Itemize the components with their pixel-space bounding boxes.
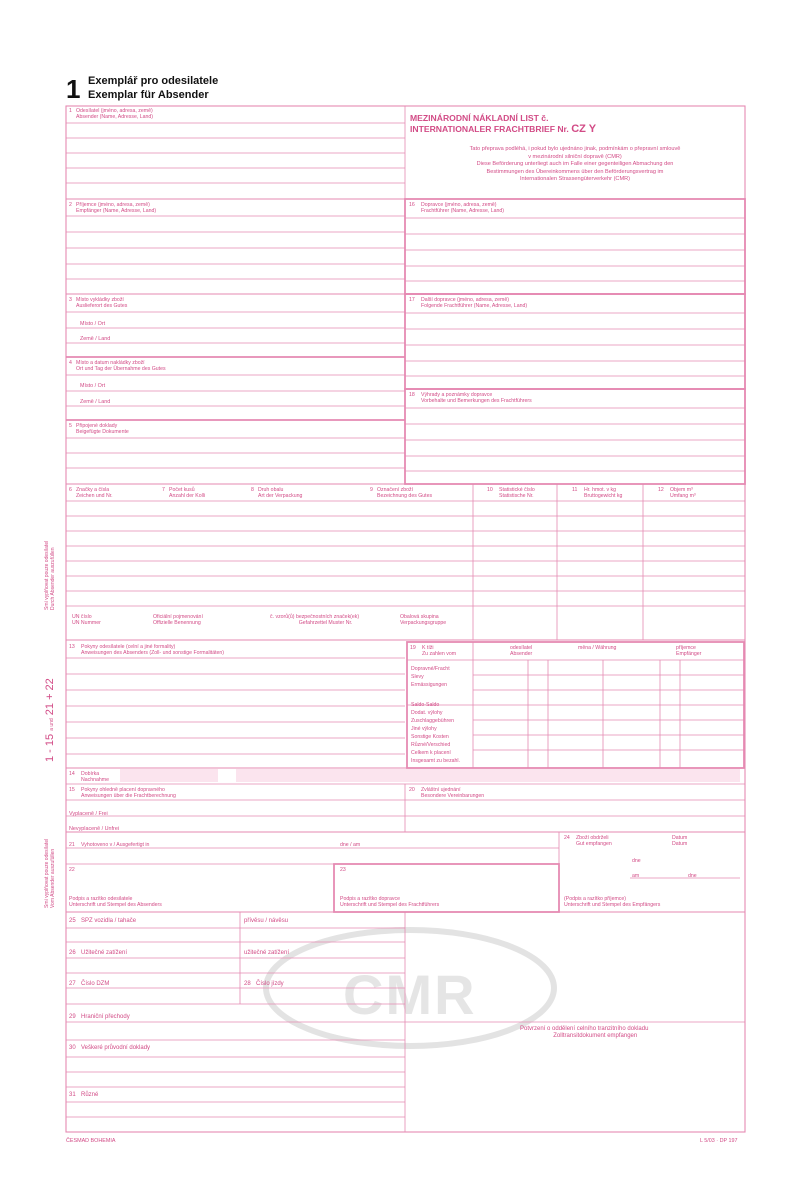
box30-cz: Veškeré průvodní doklady — [81, 1045, 151, 1051]
title-line-de-text: INTERNATIONALER FRACHTBRIEF Nr. — [410, 124, 569, 134]
box24-am: am — [632, 873, 640, 879]
box16-cz: Dopravce (jméno, adresa, země) — [421, 202, 497, 208]
copy-title-de: Exemplar für Absender — [88, 89, 209, 101]
col10-label — [487, 487, 535, 499]
box15-label — [69, 787, 176, 799]
box4-place: Místo / Ort — [80, 383, 106, 389]
col9-label — [370, 487, 432, 499]
box20-number: 20 — [409, 787, 415, 793]
unpaid-label: Nevyplaceně / Unfrei — [69, 826, 120, 832]
col6-cz: Značky a čísla — [76, 487, 110, 493]
box27-cz: Číslo DZM — [81, 981, 110, 987]
side-note-bottom — [44, 839, 56, 908]
box23-number: 23 — [340, 867, 346, 873]
box4-number: 4 — [69, 360, 72, 366]
col7-cz: Počet kusů — [169, 487, 195, 493]
box2-number: 2 — [69, 202, 72, 208]
side-note-top — [44, 541, 56, 610]
intro-line: Internationalen Strassengüterverkehr (CMR) — [519, 176, 631, 183]
box14-label — [69, 771, 109, 783]
box13-label — [69, 644, 224, 656]
charge-row: Jiné výlohy — [411, 726, 437, 732]
col10-number: 10 — [487, 487, 493, 493]
un-safety-cz: č. vzorů(ů) bezpečnostních značek(ek) — [270, 614, 360, 620]
box3-de: Auslieferort des Gutes — [76, 303, 128, 309]
col7-de: Anzahl der Kolli — [169, 493, 206, 499]
col10-cz: Statistické číslo — [499, 487, 535, 493]
box3-country: Země / Land — [80, 336, 111, 342]
col11-label — [572, 487, 622, 499]
box16-number: 16 — [409, 202, 415, 208]
box14-de: Nachnahme — [81, 777, 109, 783]
box23-label — [340, 896, 439, 908]
box20-label — [409, 787, 484, 799]
box4-cz: Místo a datum nakládky zboží — [76, 360, 145, 366]
cmr-intro — [408, 146, 742, 184]
box5-label — [69, 423, 129, 435]
box13-cz: Pokyny odesílatele (celní a jiné formality) — [81, 644, 176, 650]
box18-label — [409, 392, 532, 404]
box3-label — [69, 297, 127, 309]
box29-label — [69, 1014, 130, 1021]
box3-place: Místo / Ort — [80, 321, 106, 327]
col12-cz: Objem m³ — [670, 487, 693, 493]
box5-number: 5 — [69, 423, 72, 429]
box18-de: Vorbehalte und Bemerkungen des Frachtführers — [421, 398, 532, 404]
col8-label — [251, 487, 302, 499]
datum-1: Datum — [672, 835, 688, 841]
box24-sig-de: Unterschrift und Stempel des Empfängers — [564, 902, 661, 908]
customs-cz: Potvrzení o oddělení celního tranzitního dokladu — [520, 1026, 649, 1032]
box20-de: Besondere Vereinbarungen — [421, 793, 485, 799]
box30-label — [69, 1045, 150, 1052]
box25-trailer: přívěsu / návěsu — [244, 918, 289, 924]
charge-row: Sonstige Kosten — [411, 734, 449, 740]
box24-label — [564, 835, 612, 847]
box16-de: Frachtführer (Name, Adresse, Land) — [421, 208, 505, 214]
customs-receipt — [520, 1026, 648, 1040]
side-note-1: Smí vyplňovat pouze odesílatel — [44, 540, 50, 610]
box16-label — [409, 202, 504, 214]
box1-cz: Odesílatel (jméno, adresa, země) — [76, 108, 153, 114]
box25-number: 25 — [69, 918, 76, 924]
box4-de: Ort und Tag der Übernahme des Gutes — [76, 366, 166, 372]
box17-cz: Další dopravce (jméno, adresa, země) — [421, 297, 509, 303]
col7-label — [162, 487, 205, 499]
box23-cz: Podpis a razítko dopravce — [340, 896, 400, 902]
charge-row: Saldo-Saldo — [411, 702, 440, 708]
box24-signature — [564, 896, 660, 908]
box3-cz: Místo vykládky zboží — [76, 297, 124, 303]
box24-dne2: dne — [688, 873, 697, 879]
col12-number: 12 — [658, 487, 664, 493]
box4-country: Země / Land — [80, 399, 111, 405]
box26-cz: Užitečné zatížení — [81, 950, 128, 956]
un-safety-de: Gefahrzettel Muster Nr. — [298, 620, 353, 626]
box1-label — [69, 108, 153, 120]
box18-cz: Výhrady a poznámky dopravce — [421, 392, 493, 398]
box15-number: 15 — [69, 787, 75, 793]
box23-de: Unterschrift und Stempel des Frachtführers — [340, 902, 440, 908]
col6-label — [69, 487, 113, 499]
col8-de: Art der Verpackung — [258, 493, 303, 499]
box21-date: dne / am — [340, 842, 361, 848]
un-de: UN Nummer — [72, 620, 101, 626]
box30-number: 30 — [69, 1045, 76, 1051]
sender-de: Absender — [510, 651, 533, 657]
box28-number: 28 — [244, 981, 251, 987]
box28-cz: Číslo jízdy — [256, 981, 284, 987]
un-packing-cz: Obalová skupina — [400, 614, 439, 620]
footer-code: L 5/03 · DP 197 — [700, 1138, 738, 1144]
box26-number: 26 — [69, 950, 76, 956]
box15-cz: Pokyny ohledně placení dopravného — [81, 787, 165, 793]
col11-de: Bruttogewicht kg — [584, 493, 623, 499]
intro-line: Bestimmungen des Übereinkommens über den Beförderungsvertrag im — [486, 168, 664, 175]
box27-label — [69, 981, 109, 988]
col11-number: 11 — [572, 487, 578, 493]
col9-cz: Označení zboží — [377, 487, 414, 493]
box21-cz: Vyhotoveno v / Ausgefertigt in — [81, 842, 150, 848]
box26-mid: užitečné zatížení — [244, 950, 290, 956]
box28-label — [244, 981, 284, 988]
intro-line: v mezinárodní silniční dopravě (CMR) — [528, 153, 622, 160]
box22-de: Unterschrift und Stempel des Absenders — [69, 902, 162, 908]
side-note-2: Durch Absender auszufüllen — [50, 547, 56, 610]
box29-number: 29 — [69, 1014, 76, 1020]
box19-rows — [411, 665, 460, 765]
box31-label — [69, 1092, 98, 1099]
box17-number: 17 — [409, 297, 415, 303]
box15-de: Anweisungen über die Frachtberechnung — [81, 793, 176, 799]
box19-number: 19 — [410, 645, 416, 651]
un-name-cz: Oficiální pojmenování — [153, 614, 203, 620]
un-cz: UN číslo — [72, 614, 92, 620]
charge-row: Různé/Verschied — [411, 742, 451, 748]
box31-number: 31 — [69, 1092, 76, 1098]
box22-cz: Podpis a razítko odesilatele — [69, 896, 133, 902]
box19-head-de: Zu zahlen vom — [422, 651, 457, 657]
box4-label — [69, 360, 166, 372]
charge-row: Insgesamt zu bezahl. — [411, 758, 461, 764]
un-name-de: Offizielle Benennung — [153, 620, 201, 626]
box2-cz: Příjemce (jméno, adresa, země) — [76, 202, 150, 208]
box25-label — [69, 918, 136, 925]
box17-de: Folgende Frachtführer (Name, Adresse, Land) — [421, 303, 528, 309]
box25-cz: SPZ vozidla / tahače — [81, 918, 137, 924]
box14-number: 14 — [69, 771, 75, 777]
side-note-1b: Smí vyplňovat pouze odesílatel — [44, 838, 50, 908]
box21-label — [69, 842, 149, 848]
charge-row: Ermässigungen — [411, 682, 448, 688]
box21-number: 21 — [69, 842, 75, 848]
box24-sig-cz: (Podpis a razítko příjemce) — [564, 896, 626, 902]
box31-cz: Různé — [81, 1092, 99, 1098]
side-fields-range — [44, 678, 56, 762]
box27-number: 27 — [69, 981, 76, 987]
box24-de: Gut empfangen — [576, 841, 612, 847]
copy-number: 1 — [66, 74, 81, 104]
box13-number: 13 — [69, 644, 75, 650]
col7-number: 7 — [162, 487, 165, 493]
customs-de: Zolltransitdokument empfangen — [553, 1033, 638, 1039]
col10-de: Statistische Nr. — [499, 493, 534, 499]
side-range-1: 1 - 15 — [44, 733, 56, 762]
col11-cz: Hr. hmot. v kg — [584, 487, 616, 493]
sender-cz: odesílatel — [510, 645, 533, 651]
title-line-de — [410, 124, 596, 135]
box22-number: 22 — [69, 867, 75, 873]
box2-label — [69, 202, 156, 214]
box24-number: 24 — [564, 835, 570, 841]
col9-number: 9 — [370, 487, 373, 493]
datum-2: Datum — [672, 841, 688, 847]
cmr-title — [410, 113, 596, 135]
box19-label — [410, 645, 456, 657]
box24-dne: dne — [632, 858, 641, 864]
side-note-3: Vom Absender auszufüllen — [50, 848, 56, 908]
charge-row: Slevy — [411, 674, 424, 680]
charge-row: Dodat. výlohy — [411, 710, 443, 716]
col6-number: 6 — [69, 487, 72, 493]
charge-row: Celkem k placení — [411, 750, 451, 756]
box20-cz: Zvláštní ujednání — [421, 787, 461, 793]
consignee-de: Empfänger — [676, 651, 702, 657]
col8-number: 8 — [251, 487, 254, 493]
un-packing-de: Verpackungsgruppe — [400, 620, 447, 626]
box17-label — [409, 297, 527, 309]
un-official-name-label — [153, 614, 203, 626]
side-range-2: 21 + 22 — [44, 678, 56, 716]
box1-number: 1 — [69, 108, 72, 114]
paid-label: Vyplaceně / Frei — [69, 811, 108, 817]
consignee-cz: příjemce — [676, 645, 696, 651]
title-number-code: CZ Y — [571, 123, 597, 135]
un-packing-group-label — [400, 614, 446, 626]
box18-number: 18 — [409, 392, 415, 398]
box13-de: Anweisungen des Absenders (Zoll- und sonstige Formalitäten) — [81, 650, 225, 656]
side-and: a und — [49, 718, 55, 731]
box19-currency-col: měna / Währung — [578, 645, 617, 651]
box2-de: Empfänger (Name, Adresse, Land) — [76, 208, 157, 214]
col12-de: Umfang m³ — [670, 493, 696, 499]
cmr-watermark-text: CMR — [343, 963, 477, 1026]
un-safety-label — [270, 614, 359, 626]
col8-cz: Druh obalu — [258, 487, 284, 493]
box24-date-labels — [672, 835, 687, 847]
col12-label — [658, 487, 696, 499]
box29-cz: Hraniční přechody — [81, 1014, 130, 1020]
box5-de: Beigefügte Dokumente — [76, 429, 129, 435]
box3-number: 3 — [69, 297, 72, 303]
box5-cz: Připojené doklady — [76, 423, 118, 429]
box19-head-cz: K tíži — [422, 645, 434, 651]
footer-publisher: ČESMAD BOHEMIA — [66, 1138, 116, 1144]
box24-cz: Zboží obdrželi — [576, 835, 609, 841]
charge-row: Dopravné/Fracht — [411, 666, 450, 672]
box26-label — [69, 950, 127, 957]
box1-de: Absender (Name, Adresse, Land) — [76, 114, 153, 120]
intro-line: Diese Beförderung unterliegt auch im Falle einer gegenteiligen Abmachung den — [476, 161, 674, 168]
col9-de: Bezeichnung des Gutes — [377, 493, 433, 499]
charge-row: Zuschlaggebühren — [411, 718, 454, 724]
box14-cz: Dobírka — [81, 771, 100, 777]
col6-de: Zeichen und Nr. — [76, 493, 113, 499]
copy-title-cz: Exemplář pro odesilatele — [88, 75, 219, 87]
intro-line: Tato přeprava podléhá, i pokud bylo ujednáno jinak, podmínkám o přepravní smlouvě — [469, 146, 681, 152]
title-line-cz: MEZINÁRODNÍ NÁKLADNÍ LIST č. — [410, 113, 549, 123]
box22-label — [69, 896, 162, 908]
box19-consignee-col — [676, 645, 701, 657]
un-number-label — [72, 614, 101, 626]
box19-sender-col — [510, 645, 532, 657]
